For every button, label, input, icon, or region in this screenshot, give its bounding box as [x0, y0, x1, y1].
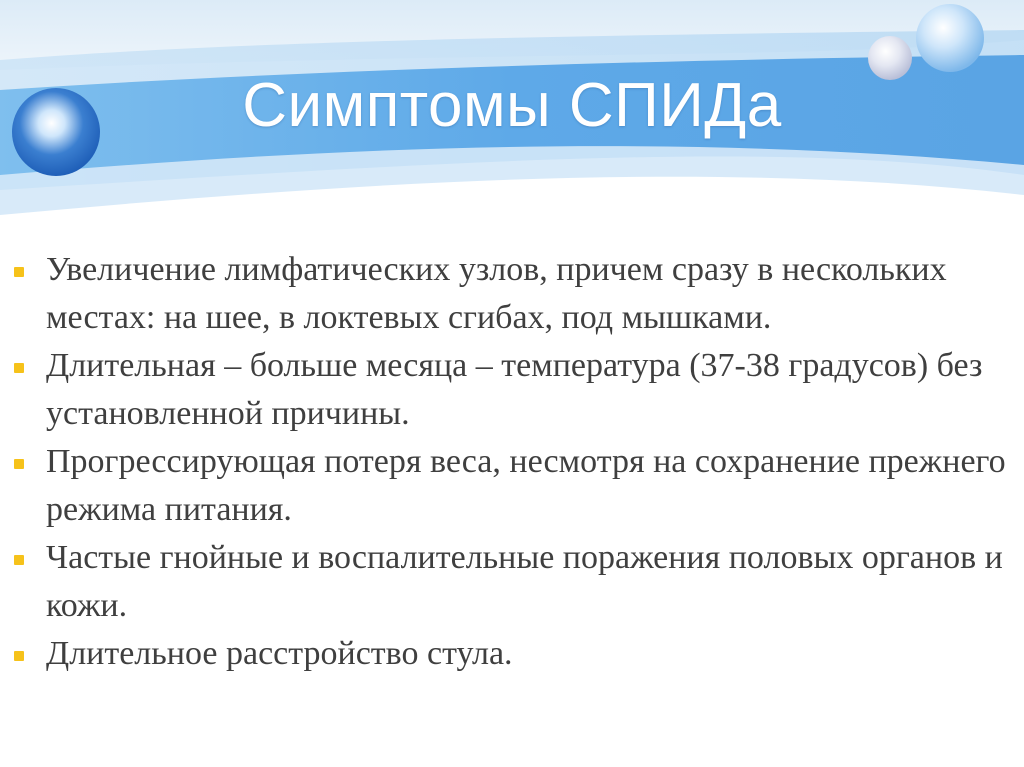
bullet-square-icon	[14, 459, 24, 469]
bullet-text: Длительное расстройство стула.	[46, 635, 513, 672]
bullet-item-diarrhea	[12, 630, 1012, 678]
bullet-text: Прогрессирующая потеря веса, несмотря на сохранение прежнего режима питания.	[46, 443, 1006, 528]
bullet-square-icon	[14, 363, 24, 373]
bullet-item-temperature	[12, 342, 1012, 438]
bullet-text: Увеличение лимфатических узлов, причем сразу в нескольких местах: на шее, в локтевых сгибах, под мышками.	[46, 251, 947, 336]
bullet-item-infections	[12, 534, 1012, 630]
bullet-square-icon	[14, 267, 24, 277]
slide-title: Симптомы СПИДа	[242, 71, 782, 140]
bullet-text: Частые гнойные и воспалительные поражения половых органов и кожи.	[46, 539, 1003, 624]
bullet-item-weight-loss	[12, 438, 1012, 534]
bullet-square-icon	[14, 555, 24, 565]
bullet-text: Длительная – больше месяца – температура (37-38 градусов) без установленной причины.	[46, 347, 983, 432]
bullet-list	[12, 246, 1012, 678]
bullet-square-icon	[14, 651, 24, 661]
bullet-item-lymph-nodes	[12, 246, 1012, 342]
